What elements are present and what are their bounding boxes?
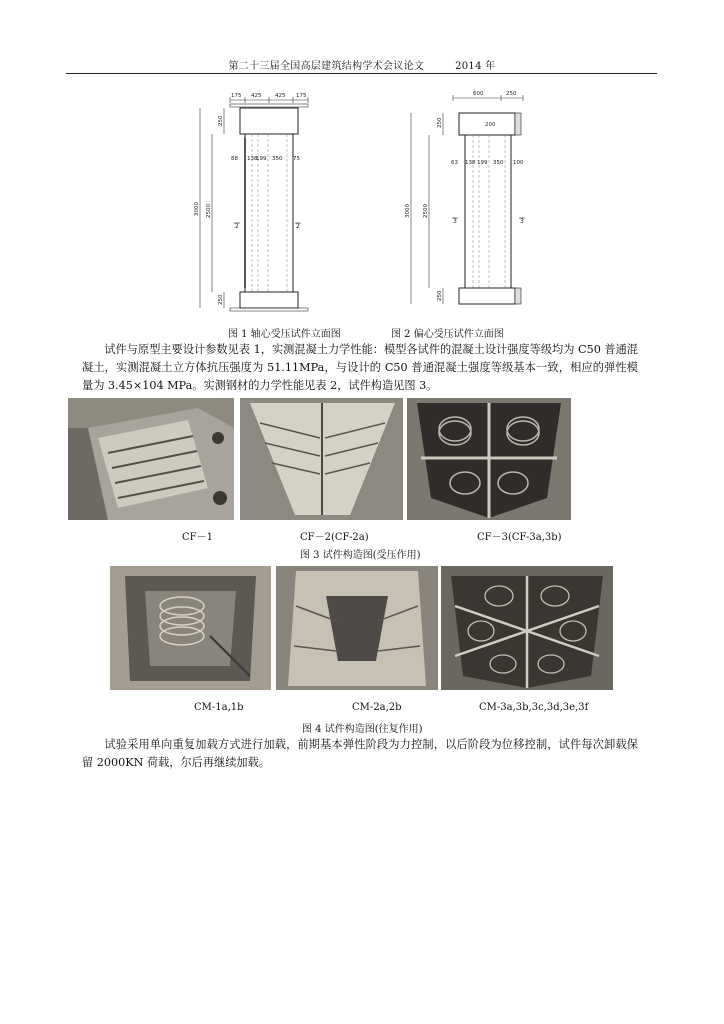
fig1-dim-top-3: 425 [275, 93, 286, 99]
figure-4-label-cm1: CM-1a,1b [194, 702, 244, 713]
paragraph-text: 试验采用单向重复加载方式进行加载，前期基本弹性阶段为力控制，以后阶段为位移控制，试件每次卸载保留 2000KN 荷载，尔后再继续加载。 [82, 738, 638, 769]
figure-3-label-cf2: CF－2(CF-2a) [300, 532, 369, 543]
fig2-dim-left-column: 2500 [423, 204, 429, 218]
fig1-dim-left-bottom: 250 [218, 294, 224, 305]
figure-3-photo-cf3 [407, 398, 571, 520]
fig1-dim-left-total: 3000 [194, 202, 200, 216]
fig1-dim-mid-4: 350 [272, 156, 283, 162]
fig2-dim-top-inner: 200 [485, 122, 496, 128]
figure-3-photo-cf2 [240, 398, 403, 520]
figure-2-drawing [393, 86, 533, 318]
fig1-dim-mid-2: 138 [247, 156, 258, 162]
body-paragraph-2 [82, 736, 638, 772]
figure-2-caption: 图 2 偏心受压试件立面图 [391, 329, 504, 340]
figure-3-caption: 图 3 试件构造图(受压作用) [300, 550, 421, 561]
fig2-dim-mid-2: 138 [465, 160, 476, 166]
figure-3-label-cf3: CF－3(CF-3a,3b) [477, 532, 562, 543]
fig1-dim-mid-1: 88 [231, 156, 238, 162]
fig1-dim-top-1: 175 [231, 93, 242, 99]
running-header: 第二十三届全国高层建筑结构学术会议论文 2014 年 [228, 61, 496, 72]
header-rule [66, 73, 657, 74]
figure-4-photo-cm2 [276, 566, 438, 690]
figure-4-label-cm2: CM-2a,2b [352, 702, 402, 713]
figure-4-caption: 图 4 试件构造图(往复作用) [302, 724, 423, 735]
fig1-dim-mid-5: 75 [293, 156, 300, 162]
figure-1-caption: 图 1 轴心受压试件立面图 [228, 329, 341, 340]
fig2-section-mark-left: 3 [453, 218, 457, 225]
fig2-dim-top-1: 600 [473, 91, 484, 97]
fig1-dim-mid-3: 199 [256, 156, 267, 162]
fig2-dim-left-total: 3000 [405, 204, 411, 218]
figure-3-photo-cf1 [68, 398, 234, 520]
fig1-section-mark-right: 2 [296, 223, 300, 230]
fig2-dim-mid-4: 350 [493, 160, 504, 166]
figure-4-photo-cm1 [110, 566, 271, 690]
figure-3-label-cf1: CF－1 [182, 532, 213, 543]
fig1-dim-left-column: 2500 [206, 204, 212, 218]
fig1-section-mark-left: 2 [235, 223, 239, 230]
figure-4-photo-cm3 [441, 566, 613, 690]
fig1-dim-top-4: 175 [296, 93, 307, 99]
fig2-dim-mid-5: 100 [513, 160, 524, 166]
fig2-dim-left-bottom: 250 [437, 290, 443, 301]
fig2-dim-left-top: 250 [437, 117, 443, 128]
fig1-dim-top-2: 425 [251, 93, 262, 99]
fig1-dim-left-top: 250 [218, 115, 224, 126]
fig2-dim-top-2: 250 [506, 91, 517, 97]
figure-1-drawing [190, 88, 320, 318]
fig2-dim-mid-3: 199 [477, 160, 488, 166]
fig2-dim-mid-1: 63 [451, 160, 458, 166]
paragraph-text: 试件与原型主要设计参数见表 1，实测混凝土力学性能：模型各试件的混凝土设计强度等级均为 C50 普通混凝土，实测混凝土立方体抗压强度为 51.11MPa，与设计的 C50 普通混凝土强度等级基本一致，相应的弹性模量为 3.45×104 MPa。实测钢材的力学性能见表 2，试件构造见图 3。 [82, 343, 638, 392]
fig2-section-mark-right: 3 [520, 218, 524, 225]
figure-4-label-cm3: CM-3a,3b,3c,3d,3e,3f [479, 702, 589, 713]
body-paragraph-1 [82, 341, 638, 395]
